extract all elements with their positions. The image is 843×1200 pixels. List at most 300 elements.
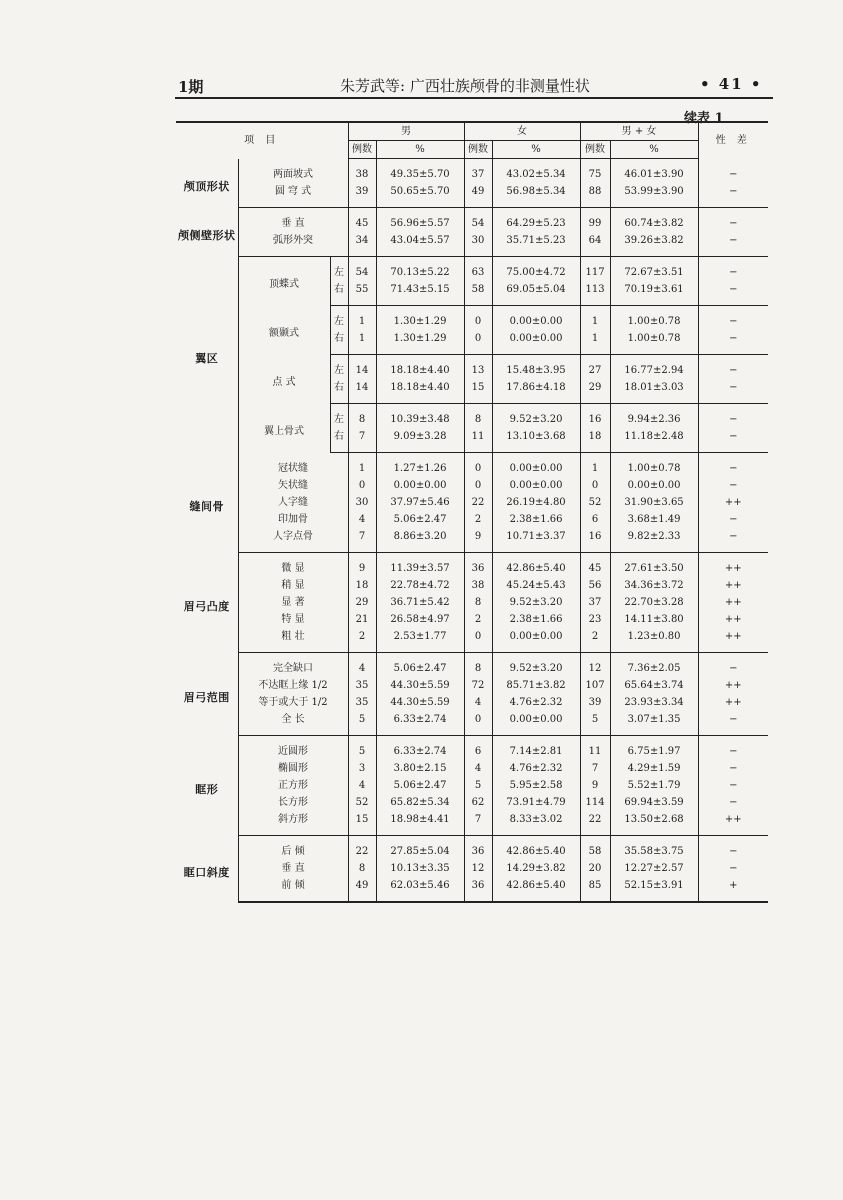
both-percent: 7.36±2.05 [610, 653, 698, 678]
table-row [176, 257, 768, 282]
female-percent: 69.05±5.04 [492, 281, 580, 306]
female-percent: 9.52±3.20 [492, 653, 580, 678]
both-count: 29 [580, 379, 610, 404]
female-percent: 10.71±3.37 [492, 528, 580, 553]
sex-difference: − [698, 281, 768, 306]
sex-difference: − [698, 183, 768, 208]
sex-difference: + [698, 877, 768, 902]
male-count: 0 [348, 477, 376, 494]
running-title: 朱芳武等: 广西壮族颅骨的非测量性状 [340, 77, 590, 95]
both-count: 7 [580, 760, 610, 777]
both-count: 1 [580, 453, 610, 478]
male-percent: 10.13±3.35 [376, 860, 464, 877]
female-count: 6 [464, 736, 492, 761]
female-count: 36 [464, 836, 492, 861]
item-label: 斜方形 [238, 811, 348, 836]
male-percent: 44.30±5.59 [376, 677, 464, 694]
table-row [176, 306, 768, 331]
group-label: 眉弓凸度 [183, 599, 230, 613]
both-percent: 1.23±0.80 [610, 628, 698, 653]
column-header-male-percent: % [376, 141, 464, 159]
both-percent: 3.68±1.49 [610, 511, 698, 528]
column-header-item: 项 目 [176, 122, 348, 159]
both-percent: 9.94±2.36 [610, 404, 698, 429]
both-percent: 70.19±3.61 [610, 281, 698, 306]
female-count: 58 [464, 281, 492, 306]
table-row [176, 494, 768, 511]
female-count: 4 [464, 694, 492, 711]
sex-difference: − [698, 653, 768, 678]
both-count: 88 [580, 183, 610, 208]
both-count: 16 [580, 404, 610, 429]
male-percent: 2.53±1.77 [376, 628, 464, 653]
table-row [176, 711, 768, 736]
female-percent: 4.76±2.32 [492, 694, 580, 711]
male-percent: 18.98±4.41 [376, 811, 464, 836]
both-percent: 5.52±1.79 [610, 777, 698, 794]
group-label: 眶形 [195, 782, 219, 796]
item-label: 等于或大于 1/2 [238, 694, 348, 711]
sex-difference: − [698, 794, 768, 811]
female-percent: 8.33±3.02 [492, 811, 580, 836]
column-header-both-percent: % [610, 141, 698, 159]
female-percent: 0.00±0.00 [492, 306, 580, 331]
female-percent: 9.52±3.20 [492, 594, 580, 611]
both-percent: 34.36±3.72 [610, 577, 698, 594]
male-percent: 65.82±5.34 [376, 794, 464, 811]
female-count: 37 [464, 159, 492, 184]
both-count: 64 [580, 232, 610, 257]
both-percent: 4.29±1.59 [610, 760, 698, 777]
male-count: 35 [348, 677, 376, 694]
female-count: 0 [464, 306, 492, 331]
table-row [176, 232, 768, 257]
female-percent: 0.00±0.00 [492, 711, 580, 736]
group-label: 颅顶形状 [183, 180, 230, 193]
female-percent: 0.00±0.00 [492, 628, 580, 653]
male-percent: 18.18±4.40 [376, 355, 464, 380]
both-count: 2 [580, 628, 610, 653]
table-row [176, 677, 768, 694]
sex-difference: − [698, 330, 768, 355]
sex-difference: − [698, 257, 768, 282]
male-percent: 0.00±0.00 [376, 477, 464, 494]
both-count: 75 [580, 159, 610, 184]
item-label: 粗 壮 [238, 628, 348, 653]
column-header-sexdiff: 性 差 [698, 122, 768, 159]
item-label: 冠状缝 [238, 453, 348, 478]
female-percent: 56.98±5.34 [492, 183, 580, 208]
female-percent: 2.38±1.66 [492, 611, 580, 628]
female-count: 63 [464, 257, 492, 282]
item-label: 垂 直 [238, 208, 348, 233]
both-count: 117 [580, 257, 610, 282]
male-count: 3 [348, 760, 376, 777]
table-row [176, 794, 768, 811]
both-count: 107 [580, 677, 610, 694]
table-row [176, 511, 768, 528]
both-count: 1 [580, 330, 610, 355]
both-count: 99 [580, 208, 610, 233]
item-label: 全 长 [238, 711, 348, 736]
female-count: 0 [464, 477, 492, 494]
sex-difference: − [698, 232, 768, 257]
male-count: 1 [348, 330, 376, 355]
both-percent: 1.00±0.78 [610, 330, 698, 355]
table-row [176, 453, 768, 478]
female-count: 0 [464, 628, 492, 653]
both-count: 114 [580, 794, 610, 811]
side-label: 左 [330, 355, 348, 380]
item-label: 特 显 [238, 611, 348, 628]
female-percent: 42.86±5.40 [492, 877, 580, 902]
group-label: 缝间骨 [189, 499, 224, 513]
male-count: 18 [348, 577, 376, 594]
female-count: 36 [464, 553, 492, 578]
table-row [176, 777, 768, 794]
sex-difference: − [698, 736, 768, 761]
table-title: 续表 1 [684, 111, 724, 126]
female-percent: 2.38±1.66 [492, 511, 580, 528]
both-count: 5 [580, 711, 610, 736]
female-count: 4 [464, 760, 492, 777]
item-label: 圆 穹 式 [238, 183, 348, 208]
female-count: 54 [464, 208, 492, 233]
item-label: 印加骨 [238, 511, 348, 528]
item-label: 椭圆形 [238, 760, 348, 777]
both-count: 0 [580, 477, 610, 494]
sex-difference: ++ [698, 553, 768, 578]
both-percent: 23.93±3.34 [610, 694, 698, 711]
table-row [176, 594, 768, 611]
female-percent: 17.86±4.18 [492, 379, 580, 404]
table-row [176, 477, 768, 494]
sex-difference: ++ [698, 628, 768, 653]
female-count: 12 [464, 860, 492, 877]
male-percent: 3.80±2.15 [376, 760, 464, 777]
table-body [176, 159, 768, 903]
male-count: 35 [348, 694, 376, 711]
sex-difference: − [698, 528, 768, 553]
male-count: 22 [348, 836, 376, 861]
sex-difference: ++ [698, 694, 768, 711]
male-count: 49 [348, 877, 376, 902]
both-count: 85 [580, 877, 610, 902]
table-row [176, 355, 768, 380]
both-percent: 69.94±3.59 [610, 794, 698, 811]
both-count: 12 [580, 653, 610, 678]
male-percent: 1.30±1.29 [376, 306, 464, 331]
issue-number: 1期 [178, 78, 204, 96]
table-row [176, 760, 768, 777]
female-count: 8 [464, 404, 492, 429]
column-header-male-count: 例数 [348, 141, 376, 159]
item-label: 额颞式 [238, 306, 330, 355]
both-percent: 9.82±2.33 [610, 528, 698, 553]
both-count: 113 [580, 281, 610, 306]
female-count: 8 [464, 594, 492, 611]
male-percent: 37.97±5.46 [376, 494, 464, 511]
male-count: 7 [348, 528, 376, 553]
table-row [176, 577, 768, 594]
both-percent: 11.18±2.48 [610, 428, 698, 453]
item-label: 矢状缝 [238, 477, 348, 494]
female-count: 8 [464, 653, 492, 678]
both-percent: 18.01±3.03 [610, 379, 698, 404]
female-count: 5 [464, 777, 492, 794]
male-count: 7 [348, 428, 376, 453]
item-label: 显 著 [238, 594, 348, 611]
sex-difference: − [698, 860, 768, 877]
sex-difference: ++ [698, 494, 768, 511]
male-count: 4 [348, 511, 376, 528]
table-row [176, 611, 768, 628]
male-percent: 8.86±3.20 [376, 528, 464, 553]
female-percent: 0.00±0.00 [492, 330, 580, 355]
both-count: 22 [580, 811, 610, 836]
item-label: 正方形 [238, 777, 348, 794]
item-label: 近圆形 [238, 736, 348, 761]
both-percent: 6.75±1.97 [610, 736, 698, 761]
male-percent: 6.33±2.74 [376, 711, 464, 736]
column-header-male: 男 [348, 122, 464, 141]
male-count: 21 [348, 611, 376, 628]
table-row [176, 628, 768, 653]
both-percent: 1.00±0.78 [610, 453, 698, 478]
female-count: 0 [464, 711, 492, 736]
male-count: 14 [348, 379, 376, 404]
side-label: 左 [330, 306, 348, 331]
sex-difference: − [698, 379, 768, 404]
female-count: 0 [464, 453, 492, 478]
female-count: 11 [464, 428, 492, 453]
both-count: 16 [580, 528, 610, 553]
male-percent: 18.18±4.40 [376, 379, 464, 404]
table-row [176, 694, 768, 711]
female-percent: 26.19±4.80 [492, 494, 580, 511]
both-count: 58 [580, 836, 610, 861]
female-count: 30 [464, 232, 492, 257]
side-label: 右 [330, 428, 348, 453]
sex-difference: − [698, 760, 768, 777]
male-percent: 22.78±4.72 [376, 577, 464, 594]
both-percent: 35.58±3.75 [610, 836, 698, 861]
column-header-female: 女 [464, 122, 580, 141]
sex-difference: − [698, 836, 768, 861]
male-count: 2 [348, 628, 376, 653]
item-label: 垂 直 [238, 860, 348, 877]
both-percent: 31.90±3.65 [610, 494, 698, 511]
female-count: 38 [464, 577, 492, 594]
male-count: 38 [348, 159, 376, 184]
both-percent: 53.99±3.90 [610, 183, 698, 208]
female-percent: 0.00±0.00 [492, 477, 580, 494]
male-count: 34 [348, 232, 376, 257]
both-percent: 72.67±3.51 [610, 257, 698, 282]
item-label: 顶蝶式 [238, 257, 330, 306]
male-percent: 26.58±4.97 [376, 611, 464, 628]
sex-difference: ++ [698, 811, 768, 836]
item-label: 点 式 [238, 355, 330, 404]
both-count: 45 [580, 553, 610, 578]
both-count: 6 [580, 511, 610, 528]
sex-difference: − [698, 404, 768, 429]
female-percent: 85.71±3.82 [492, 677, 580, 694]
female-percent: 14.29±3.82 [492, 860, 580, 877]
group-label: 眶口斜度 [183, 865, 230, 879]
both-count: 56 [580, 577, 610, 594]
male-percent: 44.30±5.59 [376, 694, 464, 711]
column-header-female-count: 例数 [464, 141, 492, 159]
table-row [176, 553, 768, 578]
male-count: 9 [348, 553, 376, 578]
both-count: 1 [580, 306, 610, 331]
both-percent: 0.00±0.00 [610, 477, 698, 494]
male-percent: 6.33±2.74 [376, 736, 464, 761]
female-count: 15 [464, 379, 492, 404]
female-count: 13 [464, 355, 492, 380]
male-percent: 70.13±5.22 [376, 257, 464, 282]
sex-difference: ++ [698, 611, 768, 628]
female-count: 9 [464, 528, 492, 553]
data-table [176, 121, 768, 903]
female-count: 2 [464, 511, 492, 528]
male-count: 29 [348, 594, 376, 611]
female-percent: 73.91±4.79 [492, 794, 580, 811]
female-percent: 15.48±3.95 [492, 355, 580, 380]
sex-difference: − [698, 159, 768, 184]
sex-difference: − [698, 355, 768, 380]
female-percent: 13.10±3.68 [492, 428, 580, 453]
column-header-both: 男 + 女 [580, 122, 698, 141]
item-label: 稍 显 [238, 577, 348, 594]
female-percent: 43.02±5.34 [492, 159, 580, 184]
male-percent: 36.71±5.42 [376, 594, 464, 611]
table-row [176, 860, 768, 877]
both-percent: 60.74±3.82 [610, 208, 698, 233]
male-count: 39 [348, 183, 376, 208]
table-row [176, 159, 768, 184]
table-row [176, 208, 768, 233]
item-label: 人字点骨 [238, 528, 348, 553]
column-header-both-count: 例数 [580, 141, 610, 159]
item-label: 长方形 [238, 794, 348, 811]
male-count: 55 [348, 281, 376, 306]
both-percent: 52.15±3.91 [610, 877, 698, 902]
sex-difference: − [698, 711, 768, 736]
both-percent: 14.11±3.80 [610, 611, 698, 628]
table-row [176, 404, 768, 429]
male-count: 14 [348, 355, 376, 380]
item-label: 微 显 [238, 553, 348, 578]
both-count: 9 [580, 777, 610, 794]
both-count: 37 [580, 594, 610, 611]
item-label: 完全缺口 [238, 653, 348, 678]
group-label: 眉弓范围 [183, 691, 230, 704]
both-percent: 16.77±2.94 [610, 355, 698, 380]
male-percent: 50.65±5.70 [376, 183, 464, 208]
table-row [176, 653, 768, 678]
table-row [176, 811, 768, 836]
male-count: 8 [348, 860, 376, 877]
male-count: 54 [348, 257, 376, 282]
side-label: 右 [330, 379, 348, 404]
male-percent: 27.85±5.04 [376, 836, 464, 861]
male-count: 30 [348, 494, 376, 511]
female-count: 72 [464, 677, 492, 694]
male-count: 8 [348, 404, 376, 429]
female-count: 0 [464, 330, 492, 355]
both-count: 27 [580, 355, 610, 380]
female-percent: 7.14±2.81 [492, 736, 580, 761]
male-percent: 5.06±2.47 [376, 511, 464, 528]
male-percent: 9.09±3.28 [376, 428, 464, 453]
female-percent: 4.76±2.32 [492, 760, 580, 777]
male-count: 1 [348, 453, 376, 478]
both-count: 20 [580, 860, 610, 877]
column-header-female-percent: % [492, 141, 580, 159]
female-percent: 42.86±5.40 [492, 836, 580, 861]
item-label: 两面坡式 [238, 159, 348, 184]
table-row [176, 528, 768, 553]
item-label: 不达眶上缘 1/2 [238, 677, 348, 694]
header-rule [175, 97, 773, 99]
both-count: 23 [580, 611, 610, 628]
group-label: 翼区 [195, 351, 219, 365]
page-number: • 41 • [700, 75, 763, 93]
sex-difference: − [698, 511, 768, 528]
male-count: 4 [348, 777, 376, 794]
female-count: 36 [464, 877, 492, 902]
female-percent: 35.71±5.23 [492, 232, 580, 257]
both-percent: 27.61±3.50 [610, 553, 698, 578]
both-percent: 46.01±3.90 [610, 159, 698, 184]
sex-difference: − [698, 306, 768, 331]
male-percent: 43.04±5.57 [376, 232, 464, 257]
both-count: 39 [580, 694, 610, 711]
item-label: 翼上骨式 [238, 404, 330, 453]
both-percent: 12.27±2.57 [610, 860, 698, 877]
male-percent: 5.06±2.47 [376, 653, 464, 678]
sex-difference: − [698, 428, 768, 453]
female-count: 49 [464, 183, 492, 208]
both-count: 18 [580, 428, 610, 453]
sex-difference: ++ [698, 577, 768, 594]
both-percent: 13.50±2.68 [610, 811, 698, 836]
male-percent: 56.96±5.57 [376, 208, 464, 233]
male-count: 15 [348, 811, 376, 836]
male-percent: 5.06±2.47 [376, 777, 464, 794]
item-label: 前 倾 [238, 877, 348, 902]
item-label: 人字缝 [238, 494, 348, 511]
sex-difference: − [698, 777, 768, 794]
female-percent: 0.00±0.00 [492, 453, 580, 478]
male-percent: 11.39±3.57 [376, 553, 464, 578]
sex-difference: − [698, 477, 768, 494]
female-percent: 64.29±5.23 [492, 208, 580, 233]
table-row [176, 877, 768, 902]
female-percent: 9.52±3.20 [492, 404, 580, 429]
male-percent: 71.43±5.15 [376, 281, 464, 306]
sex-difference: ++ [698, 594, 768, 611]
female-count: 62 [464, 794, 492, 811]
side-label: 左 [330, 404, 348, 429]
male-count: 4 [348, 653, 376, 678]
female-percent: 75.00±4.72 [492, 257, 580, 282]
both-percent: 22.70±3.28 [610, 594, 698, 611]
male-count: 45 [348, 208, 376, 233]
male-count: 52 [348, 794, 376, 811]
